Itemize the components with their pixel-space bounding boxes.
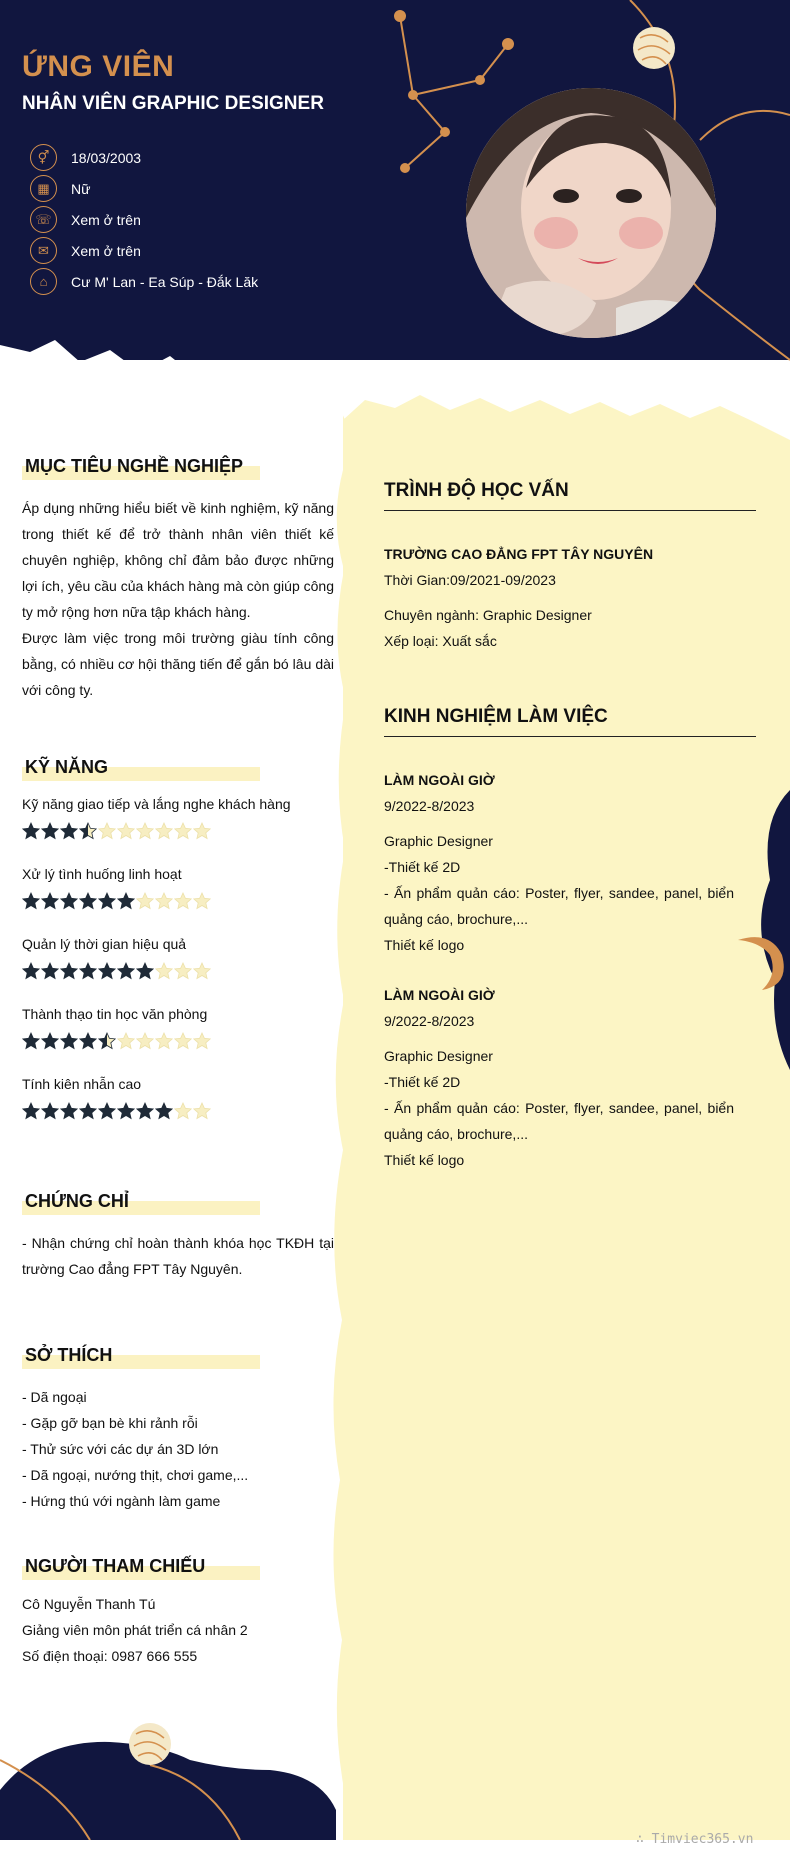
rating-star <box>41 1102 59 1120</box>
hobby-item: - Dã ngoại <box>22 1389 87 1405</box>
certificates-text: - Nhận chứng chỉ hoàn thành khóa học TKĐH tại trường Cao đẳng FPT Tây Nguyên. <box>22 1235 334 1277</box>
objective-section <box>22 456 334 703</box>
hobby-item: - Hứng thú với ngành làm game <box>22 1493 221 1509</box>
address-text: Cư M' Lan - Ea Súp - Đắk Lăk <box>71 273 259 290</box>
rating-star <box>155 892 173 910</box>
contact-row-gender <box>30 173 258 204</box>
education-grade: Xếp loại: Xuất sắc <box>384 633 497 649</box>
skill-name: Kỹ năng giao tiếp và lắng nghe khách hàng <box>22 796 291 812</box>
home-icon: ⌂ <box>30 268 57 295</box>
job-task: - Ấn phẩm quản cáo: Poster, flyer, sandee, panel, biển quảng cáo, brochure,... <box>384 1100 734 1142</box>
rating-star <box>79 962 97 980</box>
job-period: 9/2022-8/2023 <box>384 798 475 814</box>
hobbies-list <box>22 1384 334 1514</box>
rating-star <box>174 892 192 910</box>
phone-text: Xem ở trên <box>71 211 141 228</box>
job-task: - Ấn phẩm quản cáo: Poster, flyer, sandee, panel, biển quảng cáo, brochure,... <box>384 885 734 927</box>
rating-star <box>98 1102 116 1120</box>
rating-star <box>22 1102 40 1120</box>
experience-title: KINH NGHIỆM LÀM VIỆC <box>384 706 756 737</box>
job-company: LÀM NGOÀI GIỜ <box>384 772 495 788</box>
skill-name: Tính kiên nhẫn cao <box>22 1076 142 1092</box>
rating-star <box>117 1032 135 1050</box>
school-name: TRƯỜNG CAO ĐẲNG FPT TÂY NGUYÊN <box>384 546 654 562</box>
objective-paragraph-2: Được làm việc trong môi trường giàu tính công bằng, có nhiều cơ hội thăng tiến để gắn bó lâu dài với công ty. <box>22 630 334 698</box>
rating-star <box>79 822 97 840</box>
skill-item <box>22 792 334 846</box>
rating-star <box>41 1032 59 1050</box>
rating-star <box>22 892 40 910</box>
rating-star <box>22 962 40 980</box>
phone-icon: ☏ <box>30 206 57 233</box>
experience-job <box>384 982 764 1173</box>
hobby-item: - Thử sức với các dự án 3D lớn <box>22 1441 219 1457</box>
calendar-icon: ▦ <box>30 175 57 202</box>
job-role: Graphic Designer <box>384 1048 493 1064</box>
skill-item <box>22 1072 334 1126</box>
references-section <box>22 1556 334 1669</box>
profile-photo <box>466 88 716 338</box>
rating-star <box>60 892 78 910</box>
rating-star <box>136 962 154 980</box>
rating-star <box>117 1102 135 1120</box>
rating-star <box>193 962 211 980</box>
objective-paragraph-1: Áp dụng những hiểu biết về kinh nghiệm, kỹ năng trong thiết kế để trở thành nhân viên thiết kế chuyên nghiệp, không chỉ đảm bảo được những lợi ích, yêu cầu của khách hàng mà còn giúp công ty mở rộng hơn nữa tập khách hàng. <box>22 500 334 620</box>
reference-position: Giảng viên môn phát triển cá nhân 2 <box>22 1622 248 1638</box>
rating-star <box>193 892 211 910</box>
skill-rating <box>22 956 334 986</box>
rating-star <box>174 822 192 840</box>
references-title: NGƯỜI THAM CHIẾU <box>22 1556 334 1577</box>
reference-phone: Số điện thoại: 0987 666 555 <box>22 1648 198 1664</box>
job-period: 9/2022-8/2023 <box>384 1013 475 1029</box>
watermark-icon: ∴ <box>636 1832 652 1847</box>
skill-item <box>22 1002 334 1056</box>
skill-rating <box>22 1026 334 1056</box>
skill-rating <box>22 886 334 916</box>
rating-star <box>136 892 154 910</box>
skill-item <box>22 862 334 916</box>
hobby-item: - Dã ngoại, nướng thịt, chơi game,... <box>22 1467 249 1483</box>
hobbies-title: SỞ THÍCH <box>22 1345 334 1366</box>
rating-star <box>155 1032 173 1050</box>
rating-star <box>193 1102 211 1120</box>
hobby-item: - Gặp gỡ bạn bè khi rảnh rỗi <box>22 1415 198 1431</box>
rating-star <box>117 822 135 840</box>
job-task: Thiết kế logo <box>384 1152 465 1168</box>
reference-name: Cô Nguyễn Thanh Tú <box>22 1596 156 1612</box>
job-company: LÀM NGOÀI GIỜ <box>384 987 495 1003</box>
skill-rating <box>22 1096 334 1126</box>
education-time: Thời Gian:09/2021-09/2023 <box>384 572 556 588</box>
skills-list <box>22 792 334 1126</box>
rating-star <box>60 1102 78 1120</box>
rating-star <box>98 1032 116 1050</box>
skill-name: Quản lý thời gian hiệu quả <box>22 936 187 952</box>
job-task: -Thiết kế 2D <box>384 859 461 875</box>
rating-star <box>117 962 135 980</box>
contact-list <box>30 142 258 297</box>
contact-row-birthdate <box>30 142 258 173</box>
rating-star <box>98 822 116 840</box>
rating-star <box>193 822 211 840</box>
certificates-section <box>22 1191 334 1282</box>
skill-name: Xử lý tình huống linh hoạt <box>22 866 182 882</box>
candidate-name: ỨNG VIÊN <box>22 50 175 83</box>
rating-star <box>136 822 154 840</box>
rating-star <box>98 892 116 910</box>
skills-section <box>22 757 334 1126</box>
rating-star <box>174 1102 192 1120</box>
rating-star <box>41 822 59 840</box>
experience-section <box>384 706 764 1173</box>
birthdate-text: 18/03/2003 <box>71 149 142 166</box>
rating-star <box>174 1032 192 1050</box>
rating-star <box>41 962 59 980</box>
skill-name: Thành thạo tin học văn phòng <box>22 1006 208 1022</box>
references-list <box>22 1591 334 1669</box>
rating-star <box>22 822 40 840</box>
job-task: -Thiết kế 2D <box>384 1074 461 1090</box>
rating-star <box>193 1032 211 1050</box>
job-role: Graphic Designer <box>384 833 493 849</box>
rating-star <box>155 1102 173 1120</box>
contact-row-phone <box>30 204 258 235</box>
contact-row-address <box>30 266 258 297</box>
certificates-title: CHỨNG CHỈ <box>22 1191 334 1212</box>
education-title: TRÌNH ĐỘ HỌC VẤN <box>384 480 756 511</box>
rating-star <box>79 1102 97 1120</box>
rating-star <box>155 962 173 980</box>
experience-job <box>384 767 764 958</box>
objective-title: MỤC TIÊU NGHỀ NGHIỆP <box>22 456 334 477</box>
rating-star <box>155 822 173 840</box>
rating-star <box>136 1102 154 1120</box>
rating-star <box>98 962 116 980</box>
contact-row-email <box>30 235 258 266</box>
rating-star <box>79 1032 97 1050</box>
rating-star <box>60 1032 78 1050</box>
rating-star <box>60 822 78 840</box>
rating-star <box>41 892 59 910</box>
mail-icon: ✉ <box>30 237 57 264</box>
job-title: NHÂN VIÊN GRAPHIC DESIGNER <box>22 93 324 114</box>
rating-star <box>174 962 192 980</box>
rating-star <box>22 1032 40 1050</box>
skills-title: KỸ NĂNG <box>22 757 334 778</box>
rating-star <box>60 962 78 980</box>
education-major: Chuyên ngành: Graphic Designer <box>384 607 592 623</box>
gender-icon: ⚥ <box>30 144 57 171</box>
email-text: Xem ở trên <box>71 242 141 259</box>
hobbies-section <box>22 1345 334 1514</box>
watermark <box>636 1832 753 1847</box>
rating-star <box>79 892 97 910</box>
watermark-text: Timviec365.vn <box>651 1832 754 1847</box>
education-section <box>384 480 764 654</box>
gender-text: Nữ <box>71 180 91 197</box>
rating-star <box>117 892 135 910</box>
skill-rating <box>22 816 334 846</box>
rating-star <box>136 1032 154 1050</box>
skill-item <box>22 932 334 986</box>
job-task: Thiết kế logo <box>384 937 465 953</box>
